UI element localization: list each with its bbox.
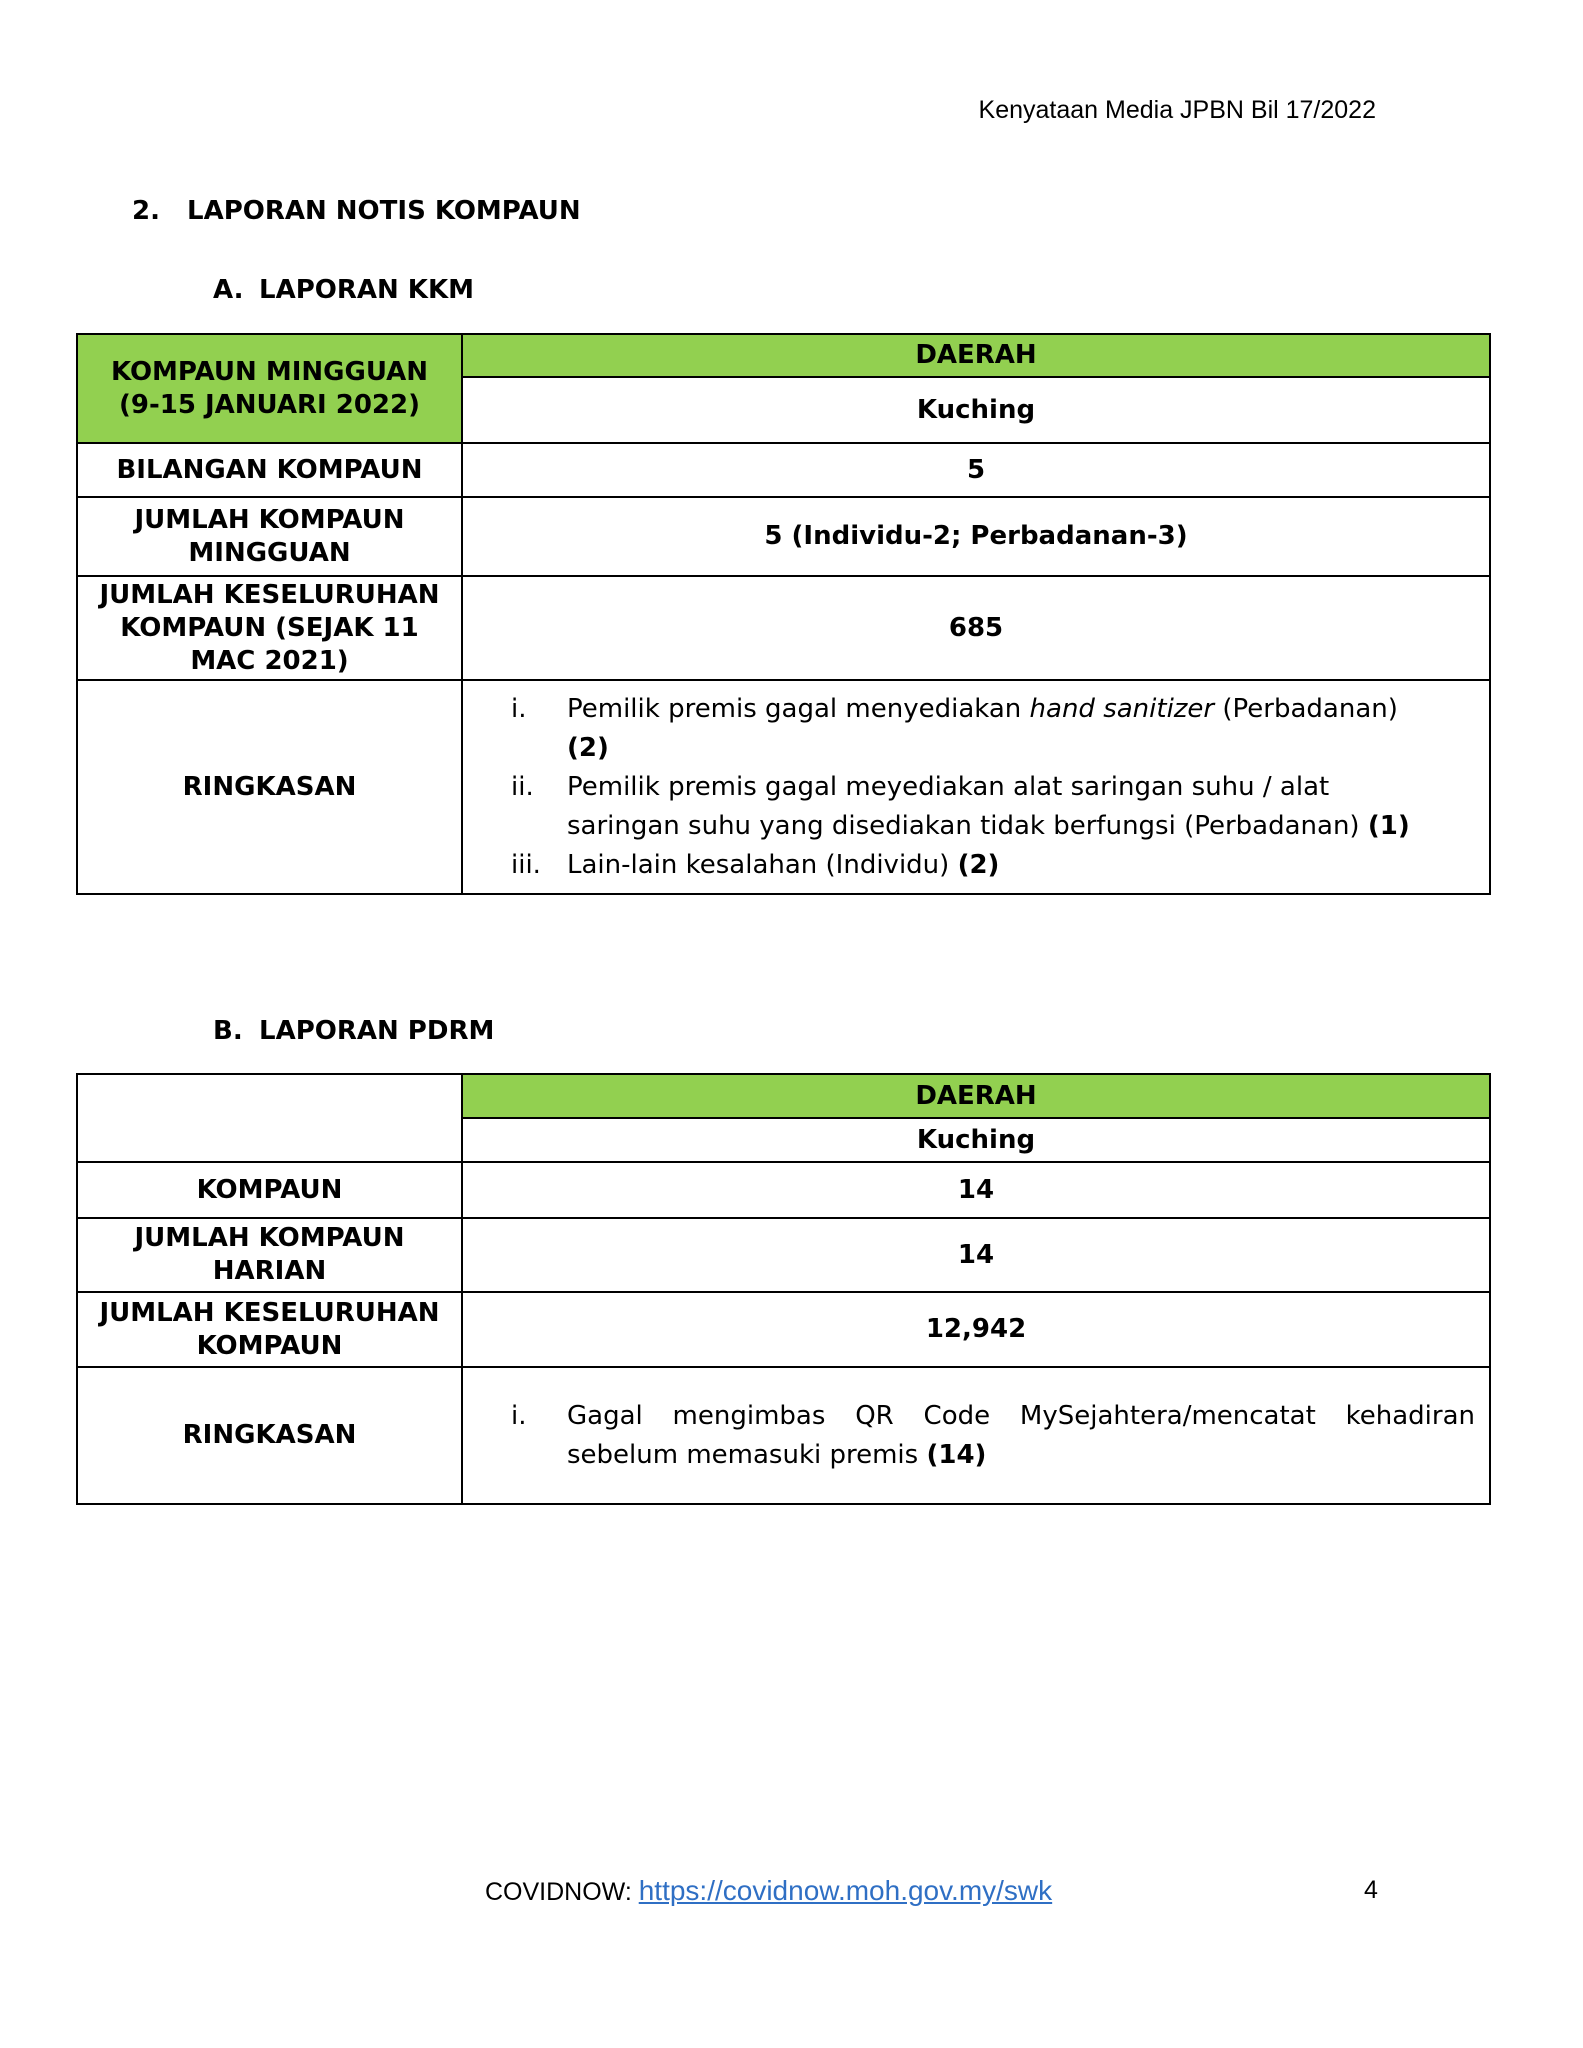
kkm-column-header: DAERAH	[462, 334, 1490, 377]
list-text	[567, 1397, 1475, 1475]
kkm-summary-cell	[462, 680, 1490, 894]
kkm-row-value: 685	[462, 576, 1490, 680]
pdrm-summary-list	[511, 1397, 1475, 1475]
list-text-part: Pemilik premis gagal menyediakan	[567, 693, 1030, 724]
list-marker: i.	[511, 693, 527, 724]
list-count: (2)	[567, 732, 609, 763]
list-marker: i.	[511, 1400, 527, 1431]
document-reference: Kenyataan Media JPBN Bil 17/2022	[978, 96, 1376, 124]
footer	[485, 1875, 1052, 1907]
pdrm-row-value: 14	[462, 1162, 1490, 1218]
kkm-heading	[213, 275, 474, 305]
kkm-row-label: BILANGAN KOMPAUN	[77, 443, 462, 497]
list-item	[511, 690, 1429, 768]
kkm-summary-label: RINGKASAN	[77, 680, 462, 894]
kkm-row-value: 5 (Individu-2; Perbadanan-3)	[462, 497, 1490, 576]
list-marker: iii.	[511, 849, 541, 880]
list-count: (14)	[926, 1439, 987, 1470]
list-text-part: Gagal mengimbas QR Code MySejahtera/mencatat kehadiran sebelum memasuki premis	[567, 1400, 1475, 1470]
pdrm-corner-empty	[77, 1074, 462, 1162]
page-number: 4	[1364, 1876, 1378, 1904]
pdrm-row-label: JUMLAH KESELURUHAN KOMPAUN	[77, 1292, 462, 1367]
pdrm-title: LAPORAN PDRM	[259, 1016, 495, 1046]
pdrm-summary-cell	[462, 1367, 1490, 1504]
list-text-italic: hand sanitizer	[1029, 693, 1215, 724]
pdrm-heading	[213, 1016, 494, 1046]
kkm-row-value: 5	[462, 443, 1490, 497]
kkm-district: Kuching	[462, 377, 1490, 443]
list-text-part: Lain-lain kesalahan (Individu)	[567, 849, 958, 880]
footer-label: COVIDNOW:	[485, 1878, 639, 1906]
kkm-corner-header: KOMPAUN MINGGUAN (9-15 JANUARI 2022)	[77, 334, 462, 443]
pdrm-row-label: JUMLAH KOMPAUN HARIAN	[77, 1218, 462, 1292]
pdrm-column-header: DAERAH	[462, 1074, 1490, 1118]
pdrm-letter: B.	[213, 1016, 243, 1046]
list-marker: ii.	[511, 771, 534, 802]
pdrm-row-value: 12,942	[462, 1292, 1490, 1367]
list-text	[567, 846, 1429, 885]
list-item	[511, 1397, 1475, 1475]
pdrm-summary-label: RINGKASAN	[77, 1367, 462, 1504]
section-heading	[132, 196, 581, 226]
list-text	[567, 768, 1429, 846]
list-count: (1)	[1367, 810, 1410, 841]
kkm-table	[76, 333, 1491, 895]
pdrm-table	[76, 1073, 1491, 1505]
kkm-row-label: JUMLAH KOMPAUN MINGGUAN	[77, 497, 462, 576]
kkm-title: LAPORAN KKM	[259, 275, 474, 305]
kkm-letter: A.	[213, 275, 244, 305]
pdrm-row-value: 14	[462, 1218, 1490, 1292]
pdrm-district: Kuching	[462, 1118, 1490, 1162]
kkm-row-label: JUMLAH KESELURUHAN KOMPAUN (SEJAK 11 MAC 2021)	[77, 576, 462, 680]
section-title: LAPORAN NOTIS KOMPAUN	[187, 196, 581, 226]
kkm-summary-list	[511, 690, 1429, 885]
list-text-part: (Perbadanan)	[1214, 693, 1398, 724]
covidnow-link[interactable]: https://covidnow.moh.gov.my/swk	[638, 1875, 1053, 1906]
list-text	[567, 690, 1429, 768]
list-item	[511, 768, 1429, 846]
section-number: 2.	[132, 196, 160, 226]
list-item	[511, 846, 1429, 885]
list-count: (2)	[957, 849, 1000, 880]
pdrm-row-label: KOMPAUN	[77, 1162, 462, 1218]
list-text-part: Pemilik premis gagal meyediakan alat saringan suhu / alat saringan suhu yang disediakan tidak berfungsi (Perbadanan)	[567, 771, 1368, 841]
